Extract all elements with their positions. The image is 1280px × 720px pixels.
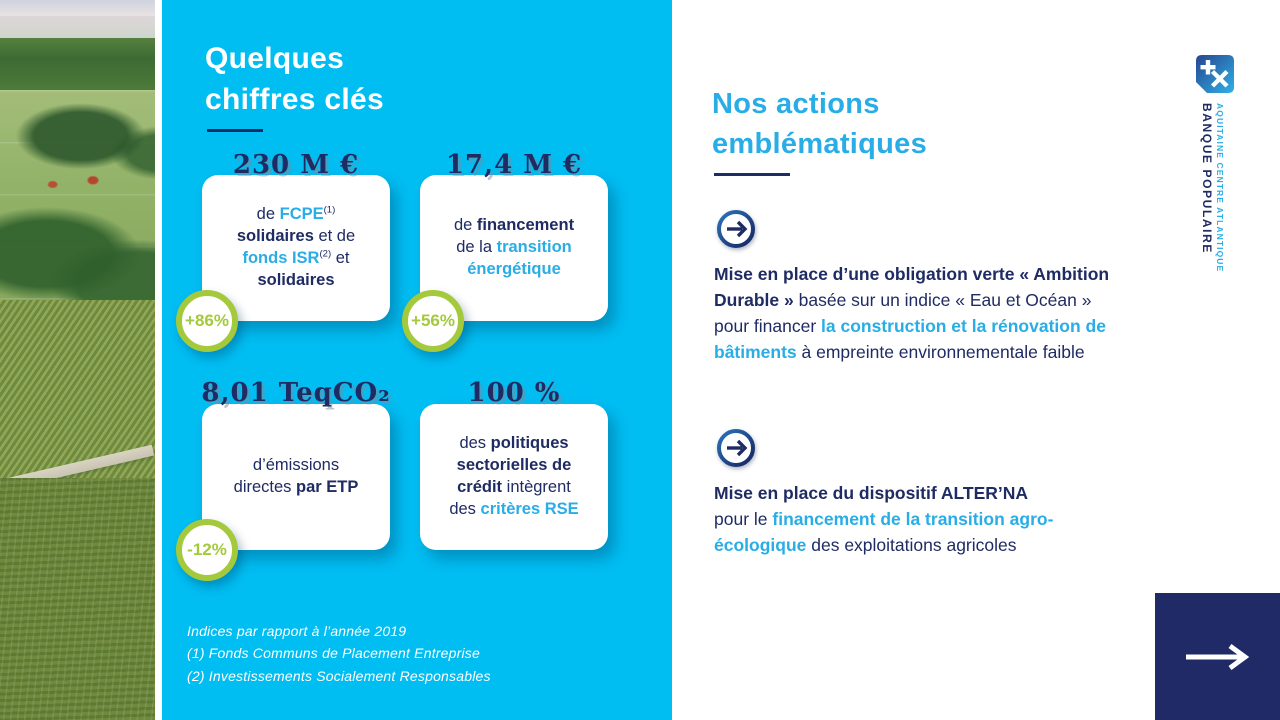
footnote-fcpe: (1) Fonds Communs de Placement Entreprise [187,645,480,662]
stat-card-politiques-text: des politiques sectorielles de crédit intègrent des critères RSE [449,434,579,518]
title-underline [207,129,263,132]
bank-logo [1196,55,1240,272]
actions-title-line1: Nos actions [712,88,880,120]
footnote-indices: Indices par rapport à l’année 2019 [187,623,407,639]
arrow-bullet-icon [715,208,759,252]
key-figures-panel [162,0,672,720]
photo-treeline [0,38,155,90]
stat-value-financement: 17,4 M € [445,150,583,180]
arrow-right-icon [1182,644,1254,670]
stat-badge-emissions: -12% [176,519,238,581]
action-obligation-verte: Mise en place d’une obligation verte « Ambition Durable » basée sur un indice « Eau et Océan » pour financer la construction et la rénovation de bâtiments à empreinte environnementale faible [714,264,1110,362]
footnote-isr: (2) Investissements Socialement Responsables [187,667,491,684]
photo-vineyard-rows-lower [0,478,155,720]
photo-sky [0,0,155,16]
stat-card-politiques [420,404,608,550]
stat-card-fcpe-text: de FCPE$^{(1)}$ solidaires et de fonds ISR$^{(2)}$ et solidaires [236,204,356,289]
actions-title-line2: emblématiques [712,128,928,160]
stat-value-emissions: 8,01 TeqCO₂ [201,378,391,408]
stat-value-fcpe: 230 M € [232,150,360,180]
vineyard-aerial-photo [0,0,155,720]
action-alterna: Mise en place du dispositif ALTER’NA pour le financement de la transition agro-écologique des exploitations agricoles [714,483,1054,555]
key-figures-title-line2: chiffres clés [205,83,384,116]
photo-fields [0,90,155,300]
bank-name: BANQUE POPULAIRE [1200,103,1214,254]
bank-logo-wordmark [1200,103,1240,272]
photo-horizon [0,16,155,38]
next-slide-button[interactable] [1155,593,1280,720]
footnotes [187,620,491,687]
arrow-bullet-icon [715,427,759,471]
bank-region: AQUITAINE CENTRE ATLANTIQUE [1215,103,1225,273]
actions-title-underline [714,173,790,176]
stat-badge-fcpe: +86% [176,290,238,352]
stat-card-emissions-text: d’émissions directes par ETP [233,456,359,496]
key-figures-title-line1: Quelques [205,42,345,75]
banque-populaire-plus-x-icon [1196,55,1234,93]
actions-title [712,84,927,164]
stat-badge-financement: +56% [402,290,464,352]
stat-card-fcpe [202,175,390,321]
stat-card-financement-text: de financement de la transition énergétique [453,216,575,278]
key-figures-title [205,38,384,120]
stat-card-emissions [202,404,390,550]
stat-value-politiques: 100 % [467,378,561,408]
